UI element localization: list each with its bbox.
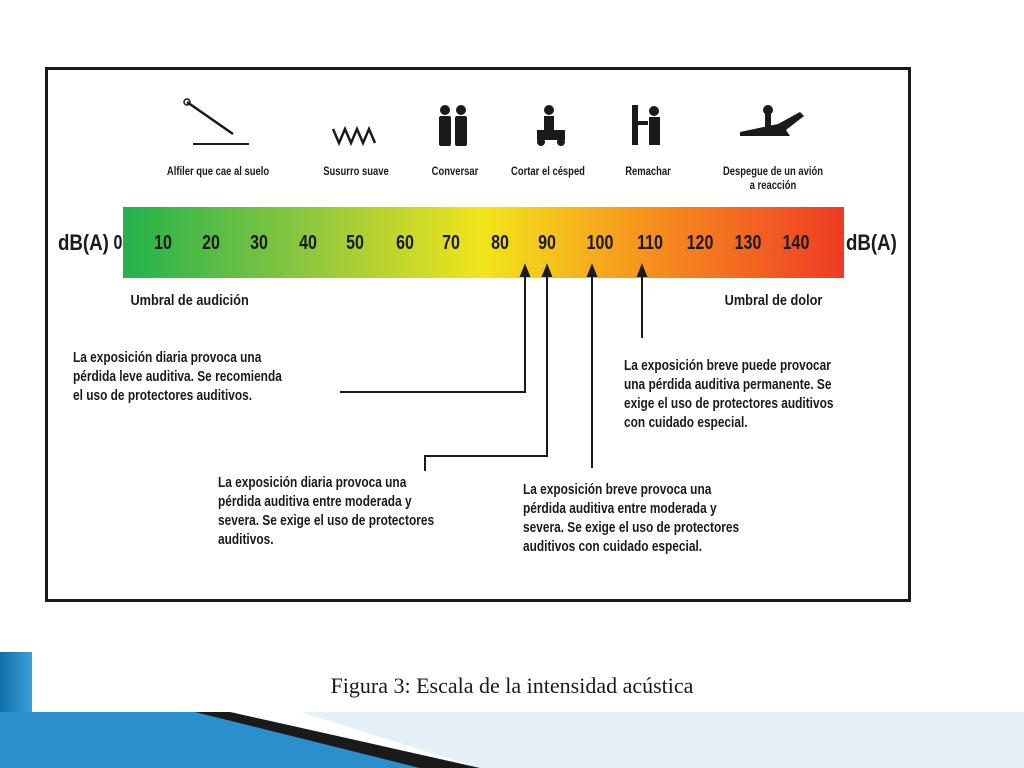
scale-tick-100: 100 [586, 232, 614, 254]
scale-tick-20: 20 [202, 232, 220, 254]
connector-lines [48, 70, 908, 600]
unit-label-right: dB(A) [846, 230, 897, 255]
icon-label-pin: Alfiler que cae al suelo [166, 166, 270, 178]
note-80db: La exposición diaria provoca una pérdida leve auditiva. Se recomienda el uso de protectores auditivos. [73, 350, 282, 404]
scale-tick-60: 60 [396, 232, 414, 254]
scale-tick-0: 0 [113, 232, 123, 254]
scale-tick-140: 140 [782, 232, 810, 254]
scale-tick-50: 50 [346, 232, 364, 254]
icon-label-talk: Conversar [431, 166, 479, 178]
note-105db: La exposición breve puede provocar una pérdida auditiva permanente. Se exige el uso de protectores auditivos con cuidado especial. [624, 358, 834, 431]
scale-tick-70: 70 [442, 232, 460, 254]
icon-label-rivet: Remachar [625, 166, 671, 178]
scale-tick-40: 40 [299, 232, 317, 254]
scale-tick-120: 120 [686, 232, 714, 254]
icon-label-whisper: Susurro suave [323, 166, 389, 178]
threshold-pain: Umbral de dolor [724, 292, 823, 309]
note-95db: La exposición breve provoca una pérdida auditiva entre moderada y severa. Se exige el uso de protectores auditivos con cuidado especial. [523, 482, 740, 555]
figure-caption: Figura 3: Escala de la intensidad acústica [330, 673, 694, 698]
scale-tick-80: 80 [491, 232, 509, 254]
icon-label-jet: Despegue de un avión a reacción [722, 166, 824, 192]
scale-tick-90: 90 [538, 232, 556, 254]
scale-tick-110: 110 [637, 232, 663, 254]
icon-label-mower: Cortar el césped [511, 166, 585, 178]
threshold-hearing: Umbral de audición [130, 292, 249, 309]
scale-tick-30: 30 [250, 232, 268, 254]
scale-tick-130: 130 [734, 232, 762, 254]
unit-label-left: dB(A) [58, 230, 109, 255]
scale-tick-10: 10 [154, 232, 172, 254]
figure-frame [45, 67, 911, 602]
note-85db: La exposición diaria provoca una pérdida auditiva entre moderada y severa. Se exige el uso de protectores auditivos. [218, 475, 435, 548]
